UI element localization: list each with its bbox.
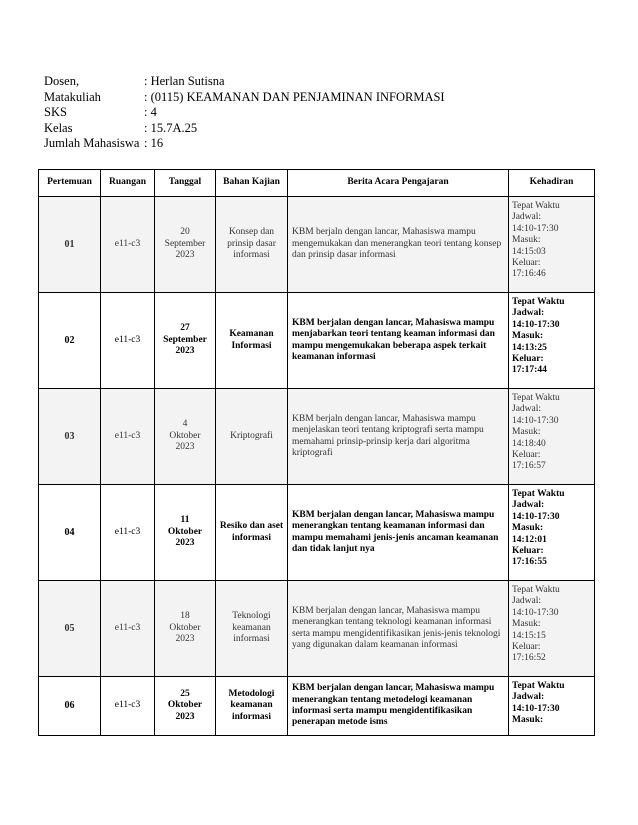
tanggal-cell: [155, 389, 216, 485]
info-value: : Herlan Sutisna: [144, 74, 225, 88]
berita-acara-cell: KBM berjalan dengan lancar, Mahasiswa mampu menjabarkan teori tentang keaman informasi dan mampu mengemukakan beberapa aspek terkait keamanan informasi: [288, 293, 509, 389]
column-header: Berita Acara Pengajaran: [288, 170, 509, 197]
kehadiran-line: Keluar:: [512, 258, 541, 269]
kehadiran-line: 17:16:52: [512, 653, 546, 664]
info-label: Dosen,: [44, 74, 80, 88]
info-label: Kelas: [44, 120, 73, 135]
kehadiran-line: Tepat Waktu: [512, 393, 560, 403]
column-header: Tanggal: [155, 170, 216, 197]
kehadiran-line: Jadwal:: [512, 500, 545, 511]
column-header: Ruangan: [101, 170, 155, 197]
kehadiran-line: 14:15:03: [512, 246, 546, 257]
kehadiran-line: 14:13:25: [512, 342, 547, 353]
info-row-jumlah-mahasiswa: [44, 136, 445, 152]
tanggal-month: Oktober: [167, 526, 203, 537]
tanggal-cell: [155, 677, 216, 736]
tanggal-year: 2023: [175, 442, 195, 453]
bahan-kajian-cell: Konsep dan prinsip dasar informasi: [216, 197, 288, 293]
column-header: Bahan Kajian: [216, 170, 288, 197]
pertemuan-cell: 03: [39, 389, 101, 485]
kehadiran-cell: [509, 677, 595, 736]
kehadiran-line: 14:18:40: [512, 438, 546, 449]
pertemuan-cell: 01: [39, 197, 101, 293]
ruangan-cell: e11-c3: [101, 293, 155, 389]
kehadiran-line: Keluar:: [512, 546, 544, 557]
info-row-kelas: [44, 121, 445, 137]
kehadiran-line: 14:10-17:30: [512, 415, 559, 426]
info-value: : 4: [144, 105, 157, 119]
kehadiran-line: Keluar:: [512, 642, 541, 653]
ruangan-cell: e11-c3: [101, 389, 155, 485]
kehadiran-line: Keluar:: [512, 450, 541, 461]
bahan-kajian-cell: Kriptografi: [216, 389, 288, 485]
tanggal-day: 25: [180, 688, 190, 699]
table-row: [39, 197, 595, 293]
kehadiran-line: Jadwal:: [512, 596, 542, 607]
info-value: : (0115) KEAMANAN DAN PENJAMINAN INFORMASI: [144, 89, 445, 104]
kehadiran-line: 14:10-17:30: [512, 607, 559, 618]
info-row-sks: [44, 105, 445, 121]
tanggal-month: September: [163, 334, 207, 345]
table-row: [39, 485, 595, 581]
kehadiran-line: Tepat Waktu: [512, 297, 565, 307]
kehadiran-line: 14:10-17:30: [512, 319, 560, 330]
tanggal-day: 27: [180, 323, 190, 334]
kehadiran-line: 14:12:01: [512, 534, 547, 545]
kehadiran-line: Tepat Waktu: [512, 681, 565, 691]
kehadiran-cell: [509, 389, 595, 485]
kehadiran-line: 14:10-17:30: [512, 223, 559, 234]
bahan-kajian-cell: Keamanan Informasi: [216, 293, 288, 389]
kehadiran-cell: [509, 293, 595, 389]
kehadiran-cell: [509, 485, 595, 581]
kehadiran-line: Jadwal:: [512, 692, 545, 703]
tanggal-month: Oktober: [167, 700, 203, 711]
kehadiran-line: Tepat Waktu: [512, 201, 560, 211]
kehadiran-line: 14:15:15: [512, 630, 546, 641]
kehadiran-line: Tepat Waktu: [512, 489, 565, 499]
tanggal-day: 4: [182, 419, 188, 430]
tanggal-cell: [155, 293, 216, 389]
tanggal-month: Oktober: [169, 622, 201, 633]
ruangan-cell: e11-c3: [101, 677, 155, 736]
table-row: [39, 677, 595, 736]
ruangan-cell: e11-c3: [101, 197, 155, 293]
table-row: [39, 581, 595, 677]
berita-acara-cell: KBM berjaln dengan lancar, Mahasiswa mampu mengemukakan dan menerangkan teori tentang konsep dan prinsip dasar informasi: [288, 197, 509, 293]
tanggal-cell: [155, 197, 216, 293]
kehadiran-line: Jadwal:: [512, 308, 545, 319]
info-label: SKS: [44, 105, 67, 119]
tanggal-month: Oktober: [169, 430, 201, 441]
column-header: Pertemuan: [39, 170, 101, 197]
column-header: Kehadiran: [509, 170, 595, 197]
tanggal-day: 18: [180, 611, 190, 622]
info-label: Jumlah Mahasiswa: [44, 136, 140, 150]
kehadiran-line: Masuk:: [512, 523, 544, 534]
info-label: Matakuliah: [44, 89, 101, 104]
pertemuan-cell: 02: [39, 293, 101, 389]
table-row: [39, 293, 595, 389]
table-row: [39, 389, 595, 485]
tanggal-year: 2023: [175, 538, 195, 549]
kehadiran-line: Jadwal:: [512, 404, 542, 415]
kehadiran-line: 17:16:55: [512, 557, 547, 568]
info-row-dosen: [44, 74, 445, 90]
kehadiran-line: Jadwal:: [512, 212, 542, 223]
kehadiran-line: 17:16:57: [512, 461, 546, 472]
kehadiran-cell: [509, 581, 595, 677]
tanggal-year: 2023: [175, 711, 195, 722]
berita-acara-cell: KBM berjaln dengan lancar, Mahasiswa mampu menjelaskan teori tentang kriptografi serta mampu memahami prinsip-prinsip kerja dari algoritma kriptografi: [288, 389, 509, 485]
ruangan-cell: e11-c3: [101, 581, 155, 677]
tanggal-cell: [155, 485, 216, 581]
pertemuan-cell: 06: [39, 677, 101, 736]
kehadiran-line: Masuk:: [512, 427, 541, 438]
ruangan-cell: e11-c3: [101, 485, 155, 581]
info-value: : 16: [144, 136, 164, 150]
pertemuan-cell: 04: [39, 485, 101, 581]
bahan-kajian-cell: Metodologi keamanan informasi: [216, 677, 288, 736]
table-header-row: [39, 170, 595, 197]
berita-acara-cell: KBM berjalan dengan lancar, Mahasiswa mampu menerangkan tentang metodelogi keamanan informasi serta mampu mengidentifikasikan penerapan metode isms: [288, 677, 509, 736]
bahan-kajian-cell: Teknologi keamanan informasi: [216, 581, 288, 677]
pertemuan-cell: 05: [39, 581, 101, 677]
kehadiran-line: Keluar:: [512, 354, 544, 365]
berita-acara-cell: KBM berjalan dengan lancar, Mahasiswa mampu menerangkan tentang keamanan informasi dan mampu memahami jenis-jenis ancaman keamanan dan tidak lanjut nya: [288, 485, 509, 581]
kehadiran-line: Tepat Waktu: [512, 585, 560, 595]
bahan-kajian-cell: Resiko dan aset informasi: [216, 485, 288, 581]
kehadiran-line: 17:17:44: [512, 365, 547, 376]
course-info: [44, 74, 445, 152]
tanggal-year: 2023: [175, 250, 195, 261]
kehadiran-cell: [509, 197, 595, 293]
kehadiran-line: 14:10-17:30: [512, 703, 560, 714]
info-row-matakuliah: [44, 90, 445, 106]
attendance-table: [38, 169, 595, 736]
tanggal-cell: [155, 581, 216, 677]
info-value: : 15.7A.25: [144, 120, 198, 135]
kehadiran-line: Masuk:: [512, 619, 541, 630]
tanggal-day: 11: [180, 515, 190, 526]
kehadiran-line: Masuk:: [512, 235, 541, 246]
berita-acara-cell: KBM berjalan dengan lancar, Mahasiswa mampu menerangkan tentang teknologi keamanan informasi serta mampu mengidentifikasikan jenis-jenis teknologi yang digunakan dalam keamanan informasi: [288, 581, 509, 677]
kehadiran-line: Masuk:: [512, 715, 544, 726]
kehadiran-line: 14:10-17:30: [512, 511, 560, 522]
tanggal-year: 2023: [175, 634, 195, 645]
tanggal-day: 20: [180, 227, 190, 238]
kehadiran-line: Masuk:: [512, 331, 544, 342]
tanggal-month: September: [164, 238, 206, 249]
kehadiran-line: 17:16:46: [512, 269, 546, 280]
tanggal-year: 2023: [175, 346, 195, 357]
